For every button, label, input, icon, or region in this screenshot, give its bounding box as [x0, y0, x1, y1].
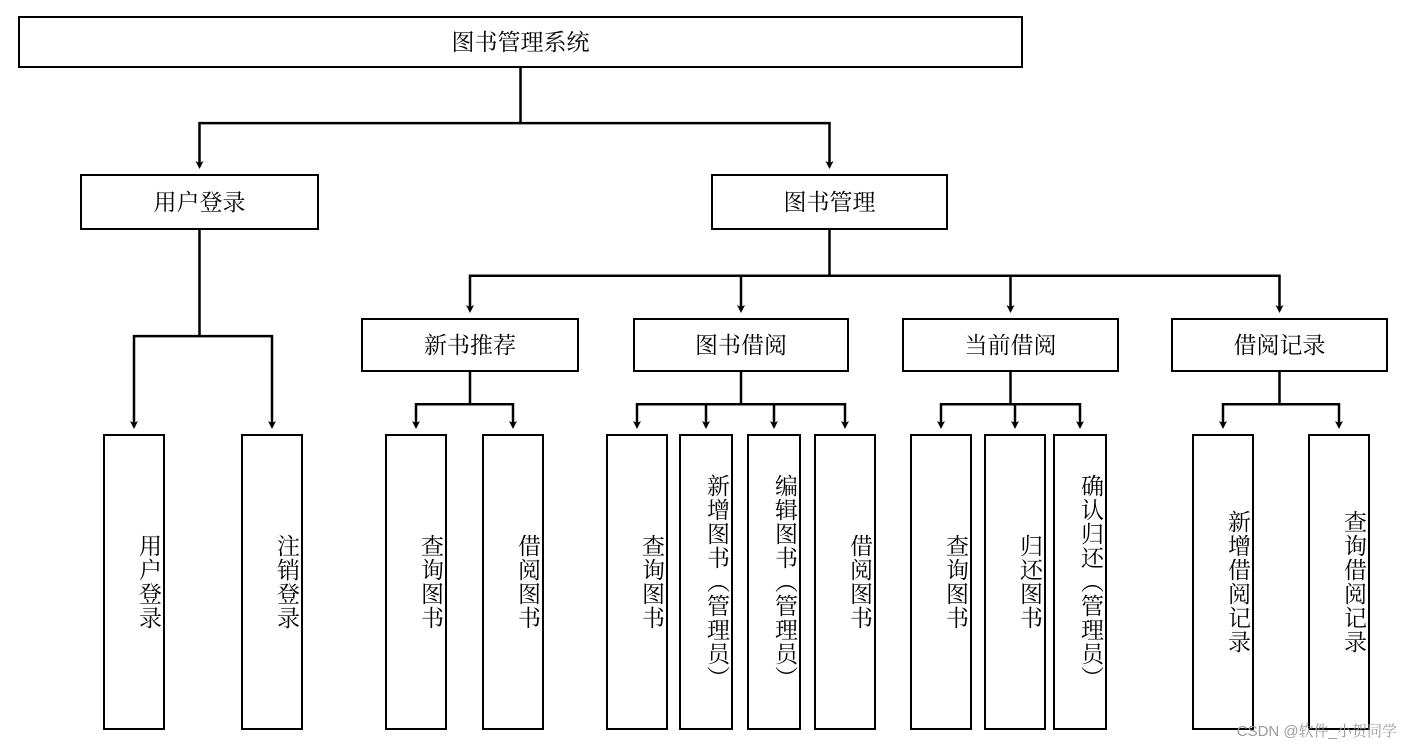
node-userlogout	[241, 434, 303, 730]
node-root	[18, 16, 1023, 68]
node-label: 编辑图书（管理员）	[772, 474, 798, 690]
node-label: 图书管理	[783, 188, 876, 215]
node-label: 新增图书（管理员）	[704, 474, 730, 690]
node-addbook	[679, 434, 733, 730]
node-returnbook	[984, 434, 1046, 730]
node-label: 当前借阅	[964, 331, 1057, 358]
node-records	[1171, 318, 1388, 372]
node-newbook	[361, 318, 579, 372]
node-editbook	[747, 434, 801, 730]
node-userlogin	[103, 434, 165, 730]
node-queryrecord	[1308, 434, 1370, 730]
node-label: 查询借阅记录	[1341, 510, 1367, 654]
node-label: 借阅记录	[1233, 331, 1326, 358]
node-label: 查询图书	[418, 534, 444, 630]
node-borrow-1	[482, 434, 544, 730]
node-borrow	[633, 318, 849, 372]
watermark: CSDN @软件_小贺同学	[1236, 723, 1397, 740]
node-label: 新书推荐	[424, 331, 516, 358]
node-label: 借阅图书	[515, 534, 541, 630]
node-label: 用户登录	[153, 188, 246, 215]
node-borrow-2	[814, 434, 876, 730]
node-label: 图书借阅	[695, 331, 787, 358]
node-confirm	[1053, 434, 1107, 730]
node-label: 查询图书	[639, 534, 665, 630]
node-q-book-3	[910, 434, 972, 730]
node-label: 图书管理系统	[451, 28, 590, 55]
node-label: 新增借阅记录	[1225, 510, 1251, 654]
node-login	[80, 174, 319, 230]
node-bookmgmt	[711, 174, 948, 230]
node-current	[902, 318, 1119, 372]
node-q-book-1	[385, 434, 447, 730]
node-label: 查询图书	[943, 534, 969, 630]
node-label: 注销登录	[274, 534, 300, 630]
node-label: 用户登录	[136, 534, 162, 630]
node-label: 归还图书	[1017, 534, 1043, 630]
node-addrecord	[1192, 434, 1254, 730]
node-label: 借阅图书	[847, 534, 873, 630]
node-q-book-2	[606, 434, 668, 730]
node-label: 确认归还（管理员）	[1078, 474, 1104, 690]
